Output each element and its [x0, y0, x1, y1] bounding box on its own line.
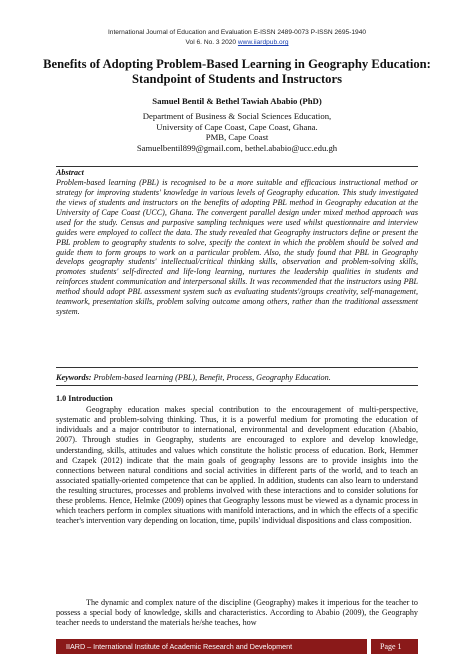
- journal-header-line1: International Journal of Education and Evaluation E-ISSN 2489-0073 P-ISSN 2695-1940: [107, 29, 367, 36]
- affiliation-line: Department of Business & Social Sciences Education,: [142, 111, 332, 122]
- keywords: [56, 373, 418, 382]
- abstract-heading: Abstract: [56, 168, 84, 177]
- affiliation-line: University of Cape Coast, Cape Coast, Ghana.: [156, 121, 318, 132]
- keywords-rule: [56, 385, 418, 386]
- abstract-section: [56, 168, 418, 317]
- author-block: [30, 96, 444, 153]
- page-footer: [56, 639, 418, 654]
- keywords-text: Problem-based learning (PBL), Benefit, Process, Geography Education.: [91, 373, 331, 382]
- section-heading: 1.0 Introduction: [56, 394, 113, 403]
- author-emails: Samuelbentil899@gmail.com, bethel.ababio@ucc.edu.gh: [136, 142, 338, 153]
- journal-url-link[interactable]: www.iiardpub.org: [237, 39, 289, 46]
- abstract-top-rule: [56, 166, 418, 167]
- journal-header-line2: [0, 39, 474, 46]
- abstract-text: Problem-based learning (PBL) is recognised to be a more suitable and efficacious instructional method or strategy for improving students' knowledge in various levels of Geography education. This study investigated the views of students and instructors on the benefits of adopting PBL method in Geography education at the University of Cape Coast (UCC), Ghana. The convergent parallel design under mixed method approach was used for the study. Census and purposive sampling techniques were used whilst questionnaire and interview guides were employed to collect the data. The study revealed that Geography instructors define or present the PBL problem to geography students to solve, specify the context in which the problem should be solved and guide them to form groups to work on a particular problem. Also, the study found that PBL in Geography develops geography students' intellectual/critical thinking skills, observation and problem-solving skills, promotes students' self-directed and life-long learning, nurtures the leadership qualities in students and reinforces student communication and interpersonal skills. It was recommended that the instructors using PBL method should adopt PBL assessment system such as evaluating students'/groups creativity, self-management, teamwork, presentation skills, problem solving outcome among others, rather than the traditional assessment system.: [56, 177, 418, 317]
- footer-publisher: IIARD – International Institute of Academic Research and Development: [56, 639, 367, 654]
- journal-volume: Vol 6. No. 3 2020: [185, 39, 238, 46]
- affiliation-line: PMB, Cape Coast: [205, 132, 269, 143]
- footer-page-number: Page 1: [371, 639, 418, 654]
- author-names: Samuel Bentil & Bethel Tawiah Ababio (PhD): [152, 96, 322, 106]
- intro-paragraph-1: [56, 405, 418, 527]
- paragraph-text: Geography education makes special contribution to the encouragement of multi-perspective, systematic and problem-solving thinking. Thus, it is a powerful medium for promoting the education of individuals and a major contributor to international, environmental and development education (Ababio, 2007). Through studies in Geography, students are encouraged to explore and develop knowledge, understanding, skills, attitudes and values which constitute the holistic process of education. Bork, Hemmer and Czapek (2012) indicate that the main goals of geography lessons are to provide insights into the connections between natural conditions and social activities in different parts of the world, and to teach an associated spatially-oriented competence that can be applied. In addition, students can also learn to understand the resulting structures, processes and problems involved with these interactions and to consider solutions for these problems. Hence, Helmke (2009) opines that Geography lessons must be viewed as a dynamic process in which teachers perform in complex situations with manifold interactions, and in which the effects of a specific teacher's intervention vary depending on location, time, pupils' individual dispositions and class composition.: [56, 405, 418, 526]
- paragraph-text: The dynamic and complex nature of the discipline (Geography) makes it imperious for the teacher to possess a special body of knowledge, skills and characteristics. According to Ababio (2009), the Geography teacher needs to understand the materials he/she teaches, how: [56, 598, 418, 628]
- paper-title: Benefits of Adopting Problem-Based Learning in Geography Education: Standpoint of Students and Instructors: [43, 57, 431, 86]
- abstract-bottom-rule: [56, 367, 418, 368]
- intro-paragraph-2: [56, 598, 418, 628]
- keywords-label: Keywords:: [56, 373, 92, 382]
